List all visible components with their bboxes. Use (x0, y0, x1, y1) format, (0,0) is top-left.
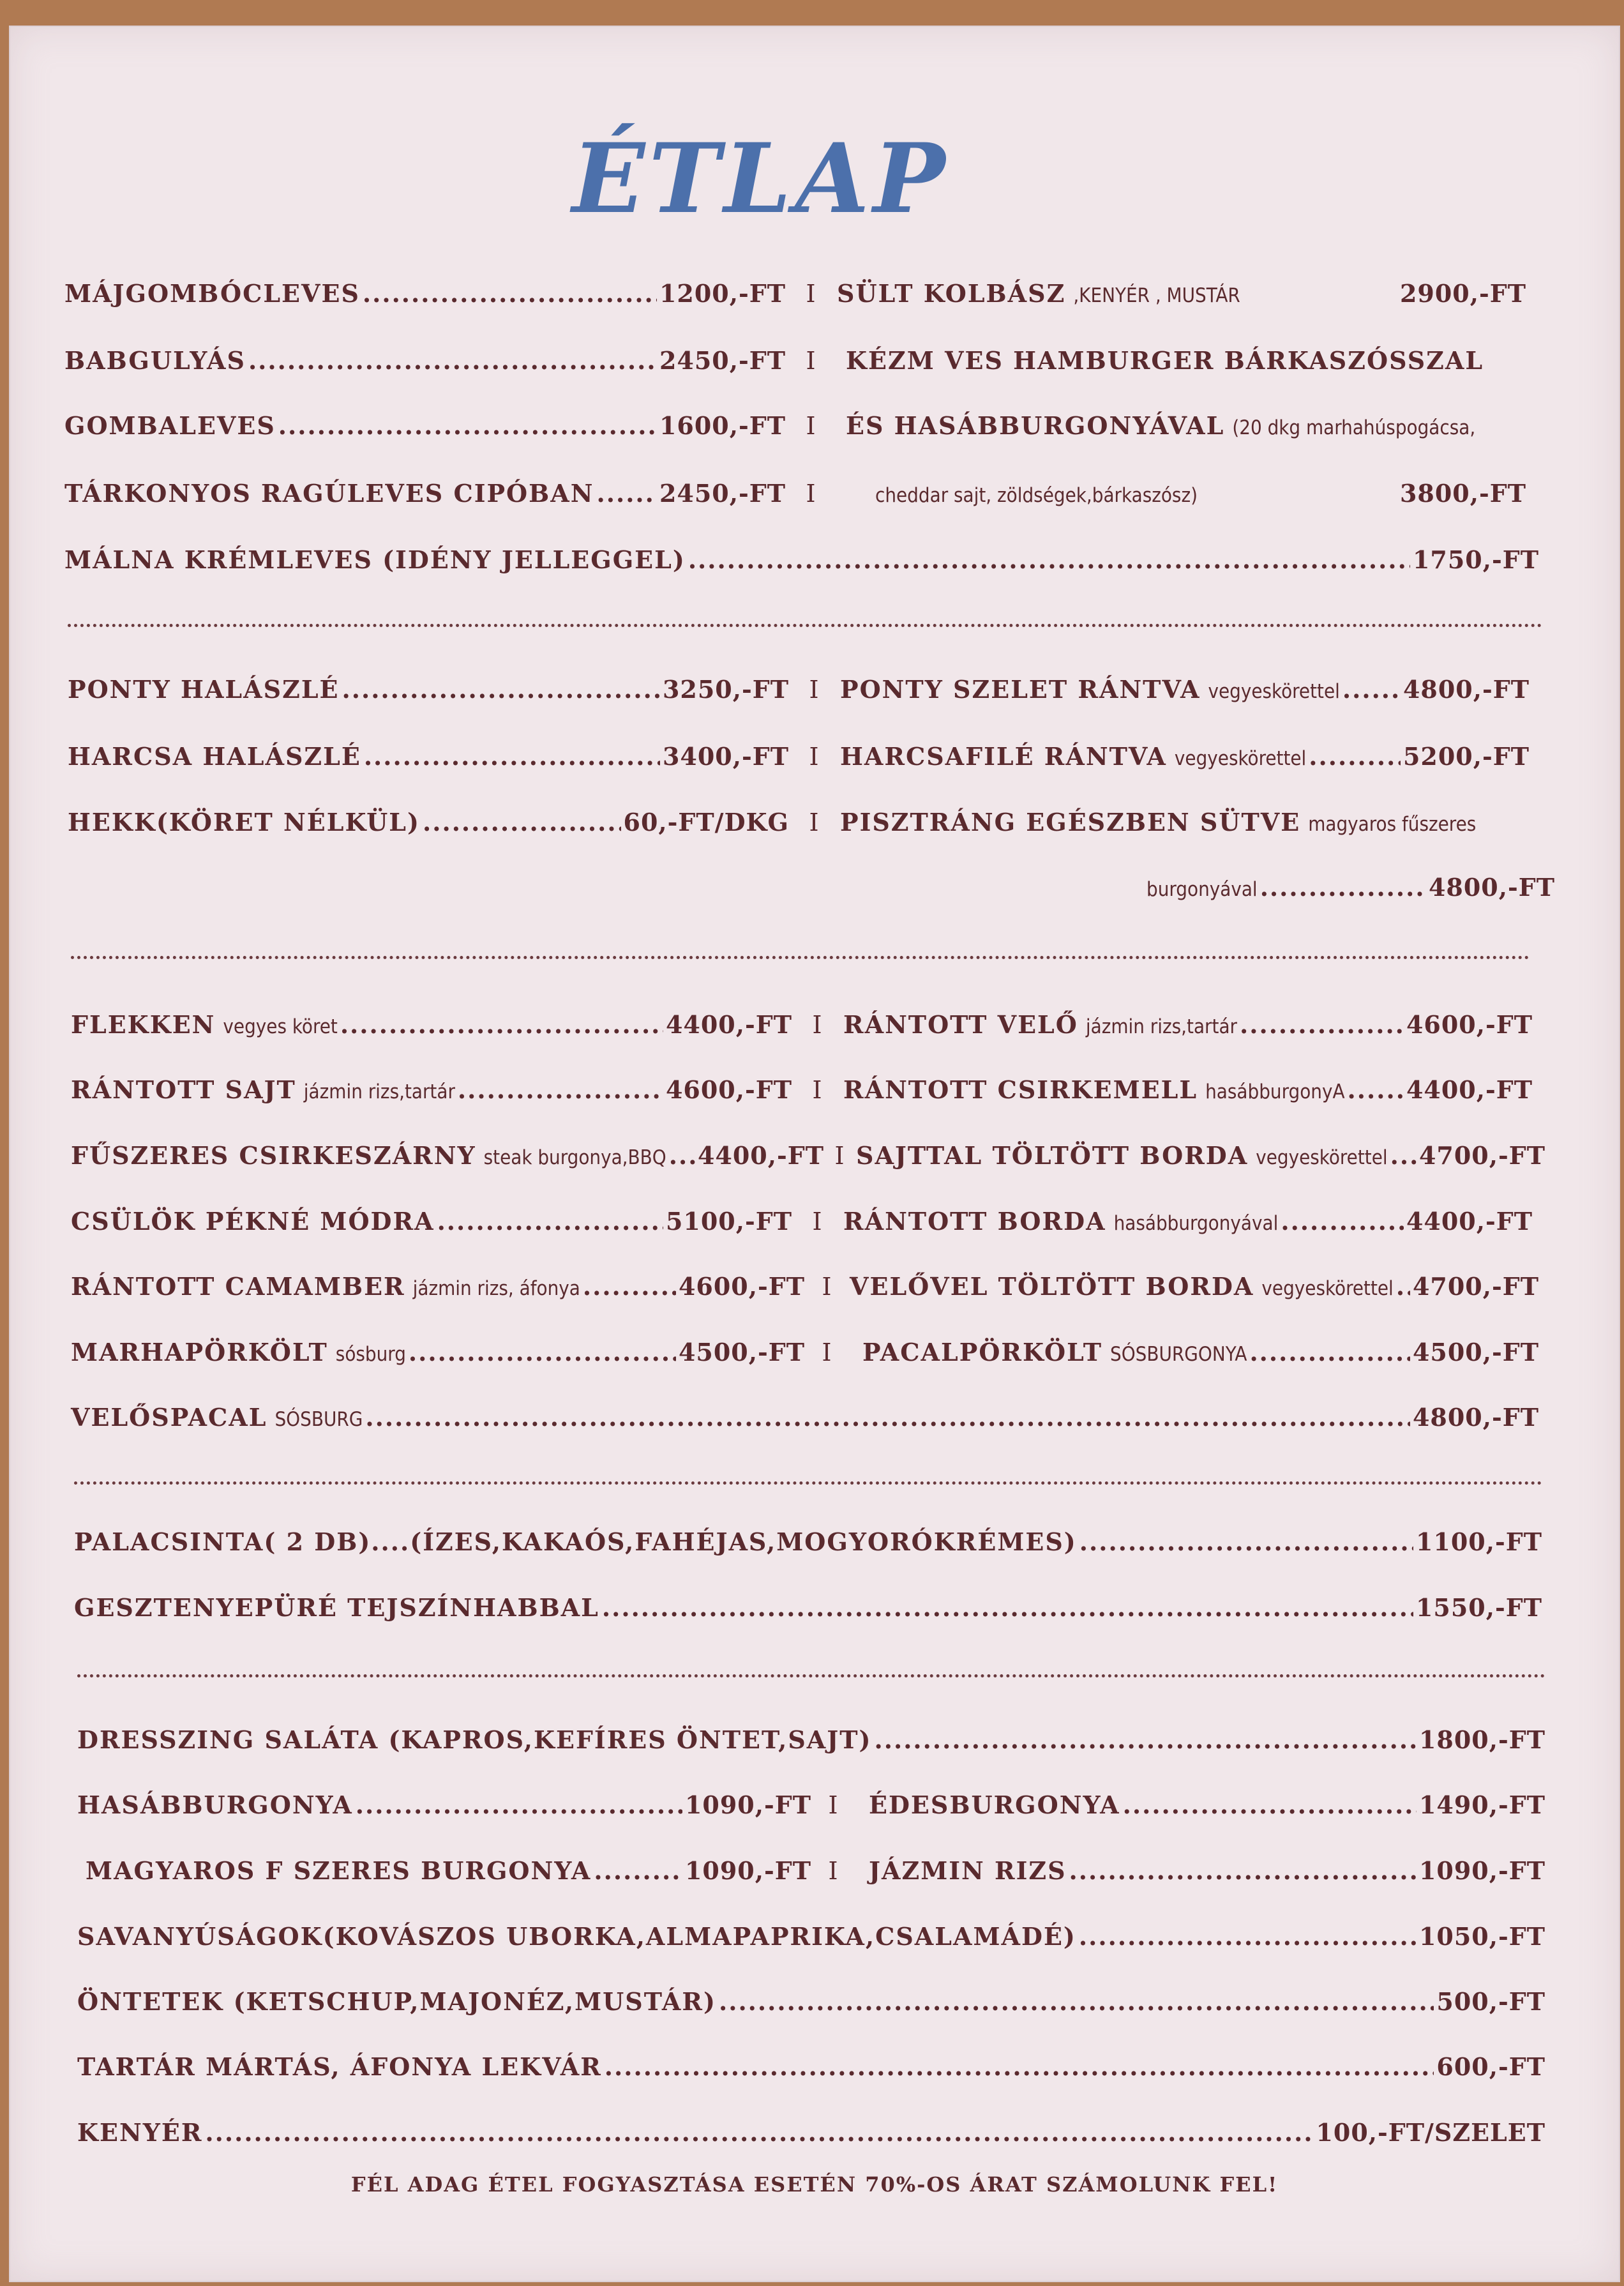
menu-row (74, 1527, 1542, 1556)
column-separator: I (828, 1791, 839, 1819)
item-name: GOMBALEVES (64, 411, 276, 440)
menu-row (71, 1207, 1533, 1236)
menu-row (77, 1725, 1545, 1754)
item-note: hasábburgonyával (1113, 1212, 1279, 1235)
item-name: TÁRKONYOS RAGÚLEVES CIPÓBAN (64, 479, 594, 508)
item-price: 1550,-FT (1415, 1593, 1542, 1622)
section-divider (71, 956, 1530, 959)
menu-row (64, 279, 1526, 308)
item-name: HARCSAFILÉ RÁNTVA (840, 742, 1167, 771)
menu-row (64, 346, 1484, 375)
item-note: vegyes köret (223, 1015, 338, 1038)
item-price: 1050,-FT (1418, 1922, 1545, 1951)
item-name: GESZTENYEPÜRÉ TEJSZÍNHABBAL (74, 1593, 599, 1622)
item-name: ÉDESBURGONYA (869, 1790, 1120, 1819)
item-price: 4600,-FT (665, 1075, 792, 1104)
column-separator: I (828, 1857, 839, 1885)
item-price: 4400,-FT (697, 1141, 824, 1170)
menu-row (71, 1338, 1539, 1366)
item-price: 4700,-FT (1418, 1141, 1545, 1170)
item-name: ÖNTETEK (KETSCHUP,MAJONÉZ,MUSTÁR) (77, 1987, 716, 2016)
item-price: 1600,-FT (659, 411, 786, 440)
item-note: vegyeskörettel (1208, 680, 1340, 703)
menu-row (68, 742, 1530, 771)
item-note: cheddar sajt, zöldségek,bárkaszósz) (875, 484, 1198, 507)
item-price: 4500,-FT (1412, 1338, 1539, 1366)
column-separator: I (806, 480, 817, 508)
item-name: RÁNTOTT SAJT (71, 1075, 296, 1104)
item-name: HEKK(KÖRET NÉLKÜL) (68, 808, 420, 836)
item-price: 500,-FT (1436, 1987, 1545, 2016)
item-price: 4400,-FT (665, 1010, 792, 1039)
item-name: SAJTTAL TÖLTÖTT BORDA (856, 1141, 1249, 1170)
item-note: jázmin rizs, áfonya (412, 1277, 580, 1300)
column-separator: I (822, 1338, 833, 1366)
item-price: 4600,-FT (678, 1272, 805, 1301)
column-separator: I (809, 808, 820, 836)
item-name: MARHAPÖRKÖLT (71, 1338, 328, 1366)
item-price: 1800,-FT (1418, 1725, 1545, 1754)
item-price: 1490,-FT (1418, 1790, 1545, 1819)
item-name: CSÜLÖK PÉKNÉ MÓDRA (71, 1207, 435, 1236)
item-price: 3250,-FT (662, 675, 789, 704)
menu-title: ÉTLAP (572, 123, 949, 235)
menu-row (77, 1790, 1545, 1819)
item-price: 2450,-FT (659, 479, 786, 508)
item-name: FLEKKEN (71, 1010, 216, 1039)
item-price: 1090,-FT (684, 1856, 811, 1885)
item-name: HARCSA HALÁSZLÉ (68, 742, 361, 771)
item-price: 2450,-FT (659, 346, 786, 375)
item-name: MÁLNA KRÉMLEVES (IDÉNY JELLEGGEL) (64, 545, 686, 574)
menu-sheet (9, 26, 1620, 2282)
item-name: TARTÁR MÁRTÁS, ÁFONYA LEKVÁR (77, 2052, 602, 2081)
column-separator: I (809, 676, 820, 704)
item-name: RÁNTOTT VELŐ (843, 1010, 1078, 1039)
menu-row (74, 1593, 1542, 1622)
menu-row (86, 1856, 1545, 1885)
item-name: MÁJGOMBÓCLEVES (64, 279, 360, 308)
menu-row (68, 808, 1476, 836)
item-price: 1100,-FT (1415, 1527, 1542, 1556)
item-price: 3400,-FT (662, 742, 789, 771)
item-note: hasábburgonyA (1205, 1080, 1345, 1103)
section-divider (68, 624, 1542, 627)
menu-row (77, 2118, 1545, 2147)
item-price: 4800,-FT (1412, 1403, 1539, 1432)
item-name: ÉS HASÁBBURGONYÁVAL (846, 411, 1225, 440)
item-note: burgonyával (1147, 878, 1258, 901)
item-note: SÓSBURG (274, 1408, 363, 1431)
item-note: jázmin rizs,tartár (1085, 1015, 1237, 1038)
menu-row (71, 1010, 1533, 1039)
menu-row (71, 1272, 1539, 1301)
item-name: VELŐVEL TÖLTÖTT BORDA (850, 1272, 1254, 1301)
item-note: jázmin rizs,tartár (303, 1080, 455, 1103)
item-price: 1200,-FT (659, 279, 786, 308)
menu-row (64, 545, 1539, 574)
column-separator: I (806, 412, 817, 440)
item-name: JÁZMIN RIZS (869, 1856, 1067, 1885)
item-price: 4700,-FT (1412, 1272, 1539, 1301)
item-note: sósburg (335, 1343, 406, 1366)
item-note: magyaros fűszeres (1308, 813, 1477, 836)
item-name: PISZTRÁNG EGÉSZBEN SÜTVE (840, 808, 1301, 836)
item-price: 5200,-FT (1402, 742, 1530, 771)
column-separator: I (806, 347, 817, 375)
menu-row (77, 1987, 1545, 2016)
item-price: 4800,-FT (1402, 675, 1530, 704)
item-note: vegyeskörettel (1174, 747, 1307, 770)
item-note: (20 dkg marhahúspogácsa, (1232, 416, 1476, 439)
item-note: ,KENYÉR , MUSTÁR (1073, 284, 1240, 307)
item-name: MAGYAROS F SZERES BURGONYA (86, 1856, 592, 1885)
item-price: 4600,-FT (1406, 1010, 1533, 1039)
item-name: PONTY SZELET RÁNTVA (840, 675, 1201, 704)
item-name: SÜLT KOLBÁSZ (837, 279, 1066, 308)
menu-row (1147, 873, 1555, 902)
item-name: BABGULYÁS (64, 346, 246, 375)
item-price: 4800,-FT (1428, 873, 1555, 902)
column-separator: I (834, 1142, 846, 1170)
menu-row (68, 675, 1530, 704)
item-name: HASÁBBURGONYA (77, 1790, 353, 1819)
item-name: VELŐSPACAL (71, 1403, 267, 1432)
item-note: vegyeskörettel (1256, 1146, 1388, 1169)
item-name: RÁNTOTT BORDA (843, 1207, 1106, 1236)
item-price: 4400,-FT (1406, 1207, 1533, 1236)
column-separator: I (809, 743, 820, 771)
item-name: FŰSZERES CSIRKESZÁRNY (71, 1141, 476, 1170)
menu-row (71, 1141, 1545, 1170)
item-price: 60,-FT/DKG (623, 808, 789, 836)
item-name: KENYÉR (77, 2118, 203, 2147)
item-name: SAVANYÚSÁGOK(KOVÁSZOS UBORKA,ALMAPAPRIKA,CSALAMÁDÉ) (77, 1922, 1076, 1951)
section-divider (77, 1674, 1545, 1677)
column-separator: I (812, 1011, 823, 1039)
item-name: PACALPÖRKÖLT (862, 1338, 1103, 1366)
column-separator: I (806, 280, 817, 308)
item-price: 1090,-FT (684, 1790, 811, 1819)
item-note: vegyeskörettel (1261, 1277, 1394, 1300)
item-price: 4400,-FT (1406, 1075, 1533, 1104)
item-name: DRESSZING SALÁTA (KAPROS,KEFÍRES ÖNTET,SAJT) (77, 1725, 872, 1754)
item-price: 1090,-FT (1418, 1856, 1545, 1885)
item-price: 100,-FT/SZELET (1316, 2118, 1545, 2147)
item-note: SÓSBURGONYA (1110, 1343, 1247, 1366)
item-name: PONTY HALÁSZLÉ (68, 675, 340, 704)
item-price: 4500,-FT (678, 1338, 805, 1366)
column-separator: I (812, 1076, 823, 1104)
menu-row (71, 1075, 1533, 1104)
item-name: RÁNTOTT CAMAMBER (71, 1272, 405, 1301)
menu-row (77, 1922, 1545, 1951)
item-price: 2900,-FT (1399, 279, 1526, 308)
item-name: PALACSINTA( 2 DB)....(ÍZES,KAKAÓS,FAHÉJAS,MOGYORÓKRÉMES) (74, 1527, 1077, 1556)
section-divider (74, 1481, 1542, 1485)
menu-row (71, 1403, 1539, 1432)
item-price: 1750,-FT (1412, 545, 1539, 574)
item-price: 600,-FT (1436, 2052, 1545, 2081)
item-name: KÉZM VES HAMBURGER BÁRKASZÓSSZAL (846, 346, 1484, 375)
column-separator: I (822, 1273, 833, 1301)
item-price: 5100,-FT (665, 1207, 792, 1236)
column-separator: I (812, 1207, 823, 1236)
half-portion-note: FÉL ADAG ÉTEL FOGYASZTÁSA ESETÉN 70%-OS ÁRAT SZÁMOLUNK FEL! (350, 2172, 1279, 2197)
item-name: RÁNTOTT CSIRKEMELL (843, 1075, 1198, 1104)
menu-row (64, 479, 1526, 508)
item-price: 3800,-FT (1399, 479, 1526, 508)
menu-row (77, 2052, 1545, 2081)
item-note: steak burgonya,BBQ (483, 1146, 666, 1169)
menu-row (64, 411, 1475, 440)
